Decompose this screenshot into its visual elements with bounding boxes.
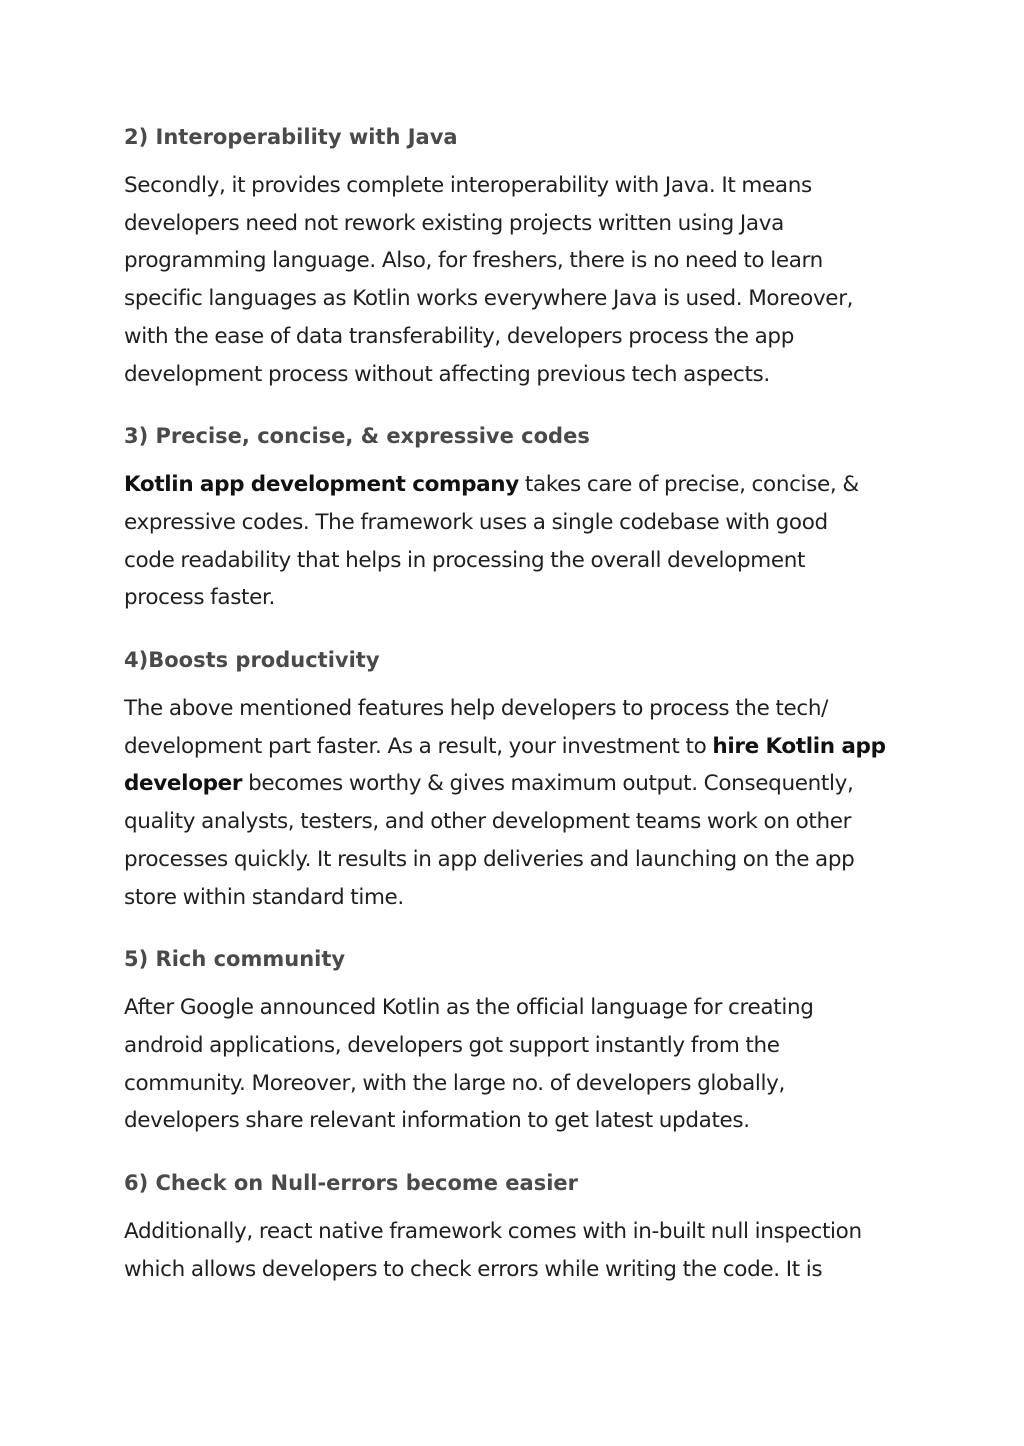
section-spacer [124,393,900,421]
text-run: community. Moreover, with the large no. of developers globally, [124,1070,786,1096]
paragraph-line [124,542,900,580]
bold-link-text: developer [124,771,243,797]
text-run: processes quickly. It results in app deliveries and launching on the app [124,846,855,872]
paragraph-line [124,1213,900,1251]
text-run: process faster. [124,585,276,611]
section-spacer [124,916,900,944]
paragraph-line [124,579,900,617]
paragraph-line [124,504,900,542]
text-run: developers share relevant information to get latest updates. [124,1108,750,1134]
text-run: programming language. Also, for freshers, there is no need to learn [124,248,823,274]
text-run: developers need not rework existing projects written using Java [124,210,784,236]
section-5 [124,1168,900,1288]
section-heading: 5) Rich community [124,947,346,972]
paragraph-line [124,1065,900,1103]
text-run: android applications, developers got support instantly from the [124,1032,780,1058]
section-3 [124,645,900,916]
document-page [124,122,900,1288]
paragraph-line [124,1027,900,1065]
text-run: The above mentioned features help developers to process the tech/ [124,696,829,722]
text-run: becomes worthy & gives maximum output. Consequently, [242,771,854,797]
paragraph-line [124,765,900,803]
section-paragraph [124,1213,900,1288]
text-run: development process without affecting previous tech aspects. [124,361,770,387]
paragraph-line [124,989,900,1027]
text-run: development part faster. As a result, your investment to [124,733,713,759]
section-heading: 2) Interoperability with Java [124,125,458,149]
paragraph-line [124,690,900,728]
text-run: Secondly, it provides complete interoperability with Java. It means [124,173,812,198]
paragraph-line [124,280,900,318]
text-run: quality analysts, testers, and other development teams work on other [124,809,852,835]
paragraph-line [124,356,900,394]
section-1 [124,122,900,393]
paragraph-line [124,167,900,205]
bold-link-text: hire Kotlin app [712,733,886,759]
paragraph-line [124,1102,900,1140]
text-run: specific languages as Kotlin works everywhere Java is used. Moreover, [124,286,854,312]
paragraph-line [124,803,900,841]
paragraph-line [124,1251,900,1289]
section-paragraph [124,690,900,916]
section-heading: 4)Boosts productivity [124,648,380,673]
paragraph-line [124,318,900,356]
paragraph-line [124,242,900,280]
section-spacer [124,617,900,645]
paragraph-line [124,841,900,879]
section-heading: 3) Precise, concise, & expressive codes [124,424,590,449]
text-run: After Google announced Kotlin as the official language for creating [124,995,814,1021]
text-run: code readability that helps in processing the overall development [124,547,806,573]
section-heading: 6) Check on Null-errors become easier [124,1171,579,1196]
text-run: store within standard time. [124,884,404,910]
paragraph-line [124,466,900,504]
text-run: takes care of precise, concise, & [518,472,859,498]
text-run: which allows developers to check errors while writing the code. It is [124,1256,823,1282]
section-paragraph [124,466,900,617]
text-run: Additionally, react native framework comes with in-built null inspection [124,1219,862,1245]
paragraph-line [124,879,900,917]
section-4 [124,944,900,1140]
paragraph-line [124,728,900,766]
section-spacer [124,1140,900,1168]
section-paragraph [124,989,900,1140]
section-2 [124,421,900,617]
paragraph-line [124,205,900,243]
text-run: with the ease of data transferability, developers process the app [124,323,795,349]
section-paragraph [124,167,900,393]
bold-link-text: Kotlin app development company [124,472,519,498]
text-run: expressive codes. The framework uses a single codebase with good [124,509,828,535]
